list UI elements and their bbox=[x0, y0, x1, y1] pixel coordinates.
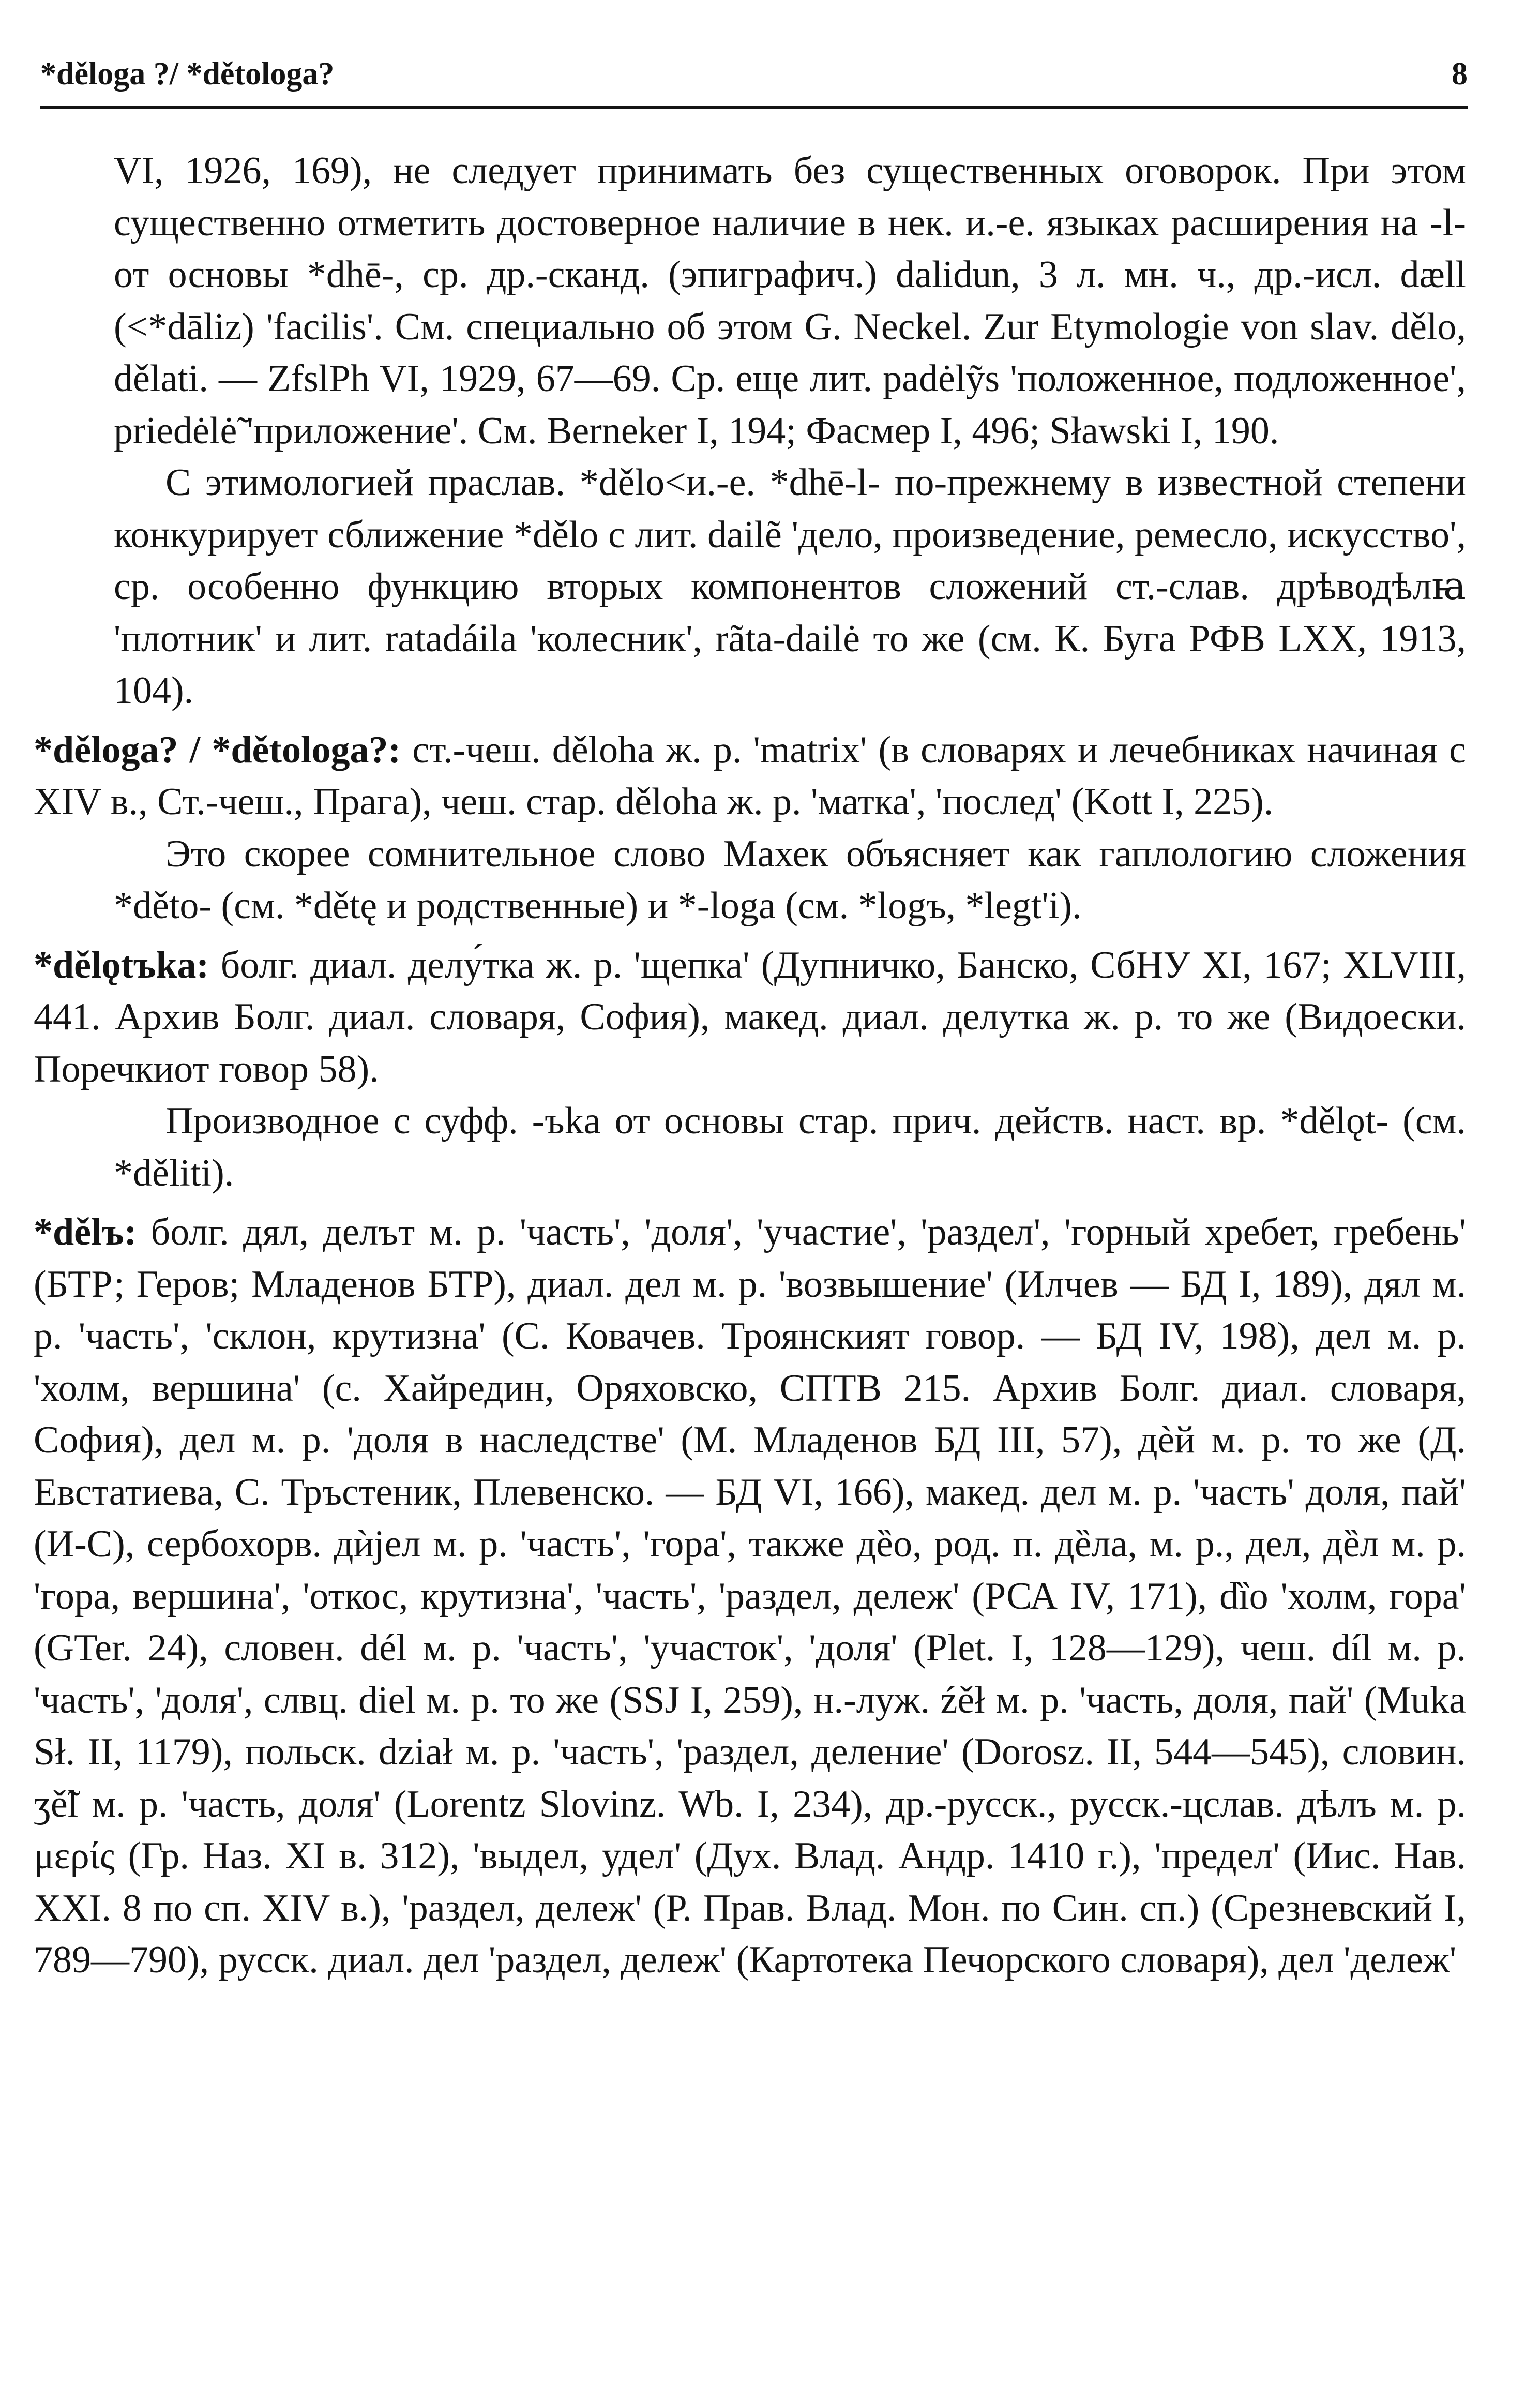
headword: *děloga? / *dětologa?: bbox=[34, 728, 401, 771]
page-body bbox=[34, 145, 1467, 1986]
header-rule bbox=[40, 106, 1468, 109]
page-number: 8 bbox=[1452, 56, 1468, 92]
running-title: *děloga ?/ *dětologa? bbox=[40, 56, 335, 92]
headword: *dělъ: bbox=[34, 1211, 137, 1253]
entry-definition: болг. диал. делу́тка ж. р. 'щепка' (Дупничко, Банско, СбНУ XI, 167; XLVIII, 441. Архив Болг. диал. словаря, София), макед. диал. делутка ж. р. то же (Видоески. Поречкиот говор 58). bbox=[34, 944, 1467, 1090]
etymology-paragraph: С этимологией праслав. *dělo<и.-е. *dhē-l- по-прежнему в известной степени конкурирует сближение *dělo с лит. dailẽ 'дело, произведение, ремесло, искусство', ср. особенно функцию вторых компонентов сложений ст.-слав. дрѣводѣлꙗ 'плотник' и лит. ratadáila 'колесник', rãta-dailė то же (см. К. Буга РФВ LXX, 1913, 104). bbox=[114, 461, 1466, 712]
running-head bbox=[40, 46, 1468, 102]
entry-commentary: Производное с суфф. -ъka от основы стар. прич. действ. наст. вр. *dělǫt- (см. *děliti). bbox=[114, 1100, 1466, 1194]
entry-commentary: Это скорее сомнительное слово Махек объясняет как гаплологию сложения *děto- (см. *dětę и родственные) и *-loga (см. *logъ, *legt'i). bbox=[114, 832, 1466, 927]
entry-deloga bbox=[34, 724, 1466, 828]
continuation-paragraph: VI, 1926, 169), не следует принимать без существенных оговорок. При этом существенно отметить достоверное наличие в нек. и.-е. языках расширения на -l- от основы *dhē-, ср. др.-сканд. (эпиграфич.) dalidun, 3 л. мн. ч., др.-исл. dæll (<*dāliz) 'facilis'. См. специально об этом G. Neckel. Zur Etymologie von slav. dělo, dělati. — ZfslPh VI, 1929, 67—69. Ср. еще лит. padėlỹs 'положенное, подложенное', priedėlė̃ 'приложение'. См. Berneker I, 194; Фасмер I, 496; Sławski I, 190. bbox=[114, 149, 1466, 452]
entry-definition: ст.-чеш. děloha ж. р. 'matrix' (в словарях и лечебниках начиная с XIV в., Ст.-чеш., Прага), чеш. стар. děloha ж. р. 'матка', 'послед' (Kott I, 225). bbox=[34, 728, 1467, 823]
entry-del bbox=[34, 1206, 1466, 1986]
headword: *dělǫtъka: bbox=[34, 944, 209, 986]
entry-definition: болг. дял, делът м. р. 'часть', 'доля', 'участие', 'раздел', 'горный хребет, гребень' (БТР; Геров; Младенов БТР), диал. дел м. р. 'возвышение' (Илчев — БД I, 189), дял м. р. 'часть', 'склон, крутизна' (С. Ковачев. Троянският говор. — БД IV, 198), дел м. р. 'холм, вершина' (с. Хайредин, Оряховско, СПТВ 215. Архив Болг. диал. словаря, София), дел м. р. 'доля в наследстве' (М. Младенов БД III, 57), дѐй м. р. то же (Д. Евстатиева, С. Тръстеник, Плевенско. — БД VI, 166), макед. дел м. р. 'часть' доля, пай' (И-С), сербохорв. дѝјел м. р. 'часть', 'гора', также дȅо, род. п. дȅла, м. р., дел, дȅл м. р. 'гора, вершина', 'откос, крутизна', 'часть', 'раздел, дележ' (РСА IV, 171), dȉo 'холм, гора' (GTer. 24), словен. dél м. р. 'часть', 'участок', 'доля' (Plet. I, 128—129), чеш. díl м. р. 'часть', 'доля', слвц. diel м. р. то же (SSJ I, 259), н.-луж. źěł м. р. 'часть, доля, пай' (Muka Sł. II, 1179), польск. dział м. р. 'часть', 'раздел, деление' (Dorosz. II, 544—545), словин. ʒě̃l м. р. 'часть, доля' (Lorentz Slovinz. Wb. I, 234), др.-русск., русск.-цслав. дѣлъ м. р. μερίς (Гр. Наз. XI в. 312), 'выдел, удел' (Дух. Влад. Андр. 1410 г.), 'предел' (Иис. Нав. XXI. 8 по сп. XIV в.), 'раздел, дележ' (Р. Прав. Влад. Мон. по Син. сп.) (Срезневский I, 789—790), русск. диал. дел 'раздел, дележ' (Картотека Печорского словаря), дел 'дележ' bbox=[34, 1211, 1466, 1981]
entry-delotka bbox=[34, 939, 1466, 1096]
